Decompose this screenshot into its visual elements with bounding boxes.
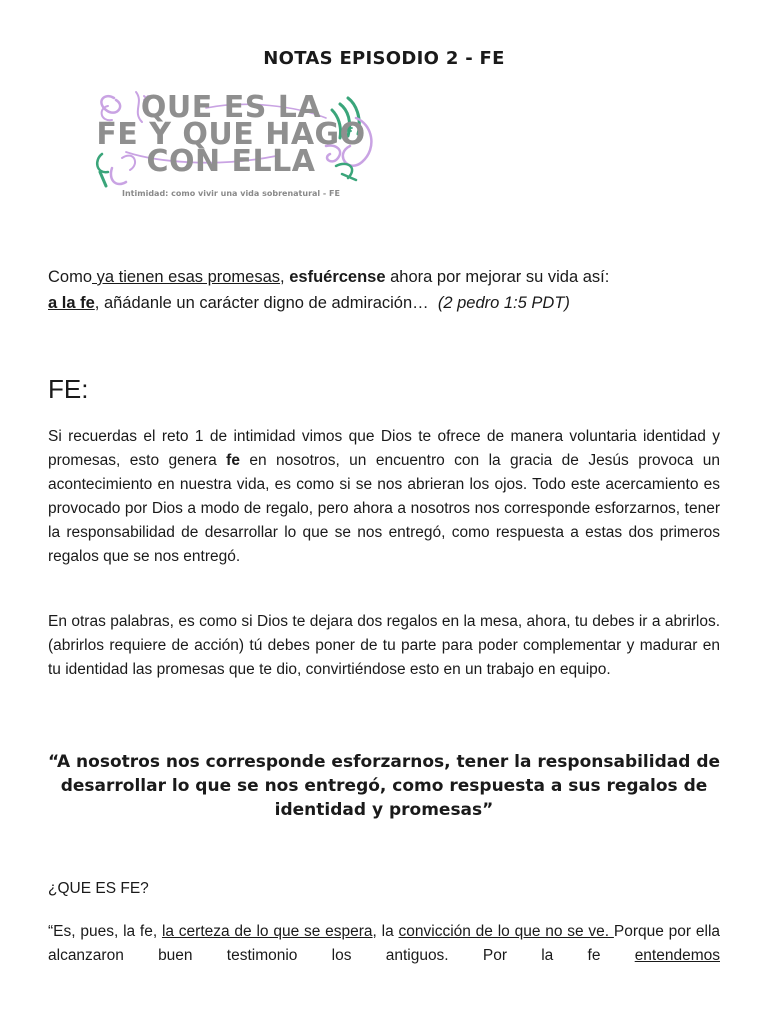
- section-heading-fe: FE:: [48, 374, 89, 404]
- paragraph-3: [48, 920, 720, 968]
- paragraph-text: Si recuerdas el reto 1 de intimidad vimos que Dios te ofrece de manera voluntaria identidad y promesas, esto genera: [48, 428, 720, 469]
- document-title: NOTAS EPISODIO 2 - FE: [263, 48, 505, 69]
- paragraph-bold-text: fe: [226, 452, 240, 469]
- bible-verse: [48, 264, 728, 316]
- verse-text: ahora por mejorar su vida así:: [385, 268, 610, 286]
- verse-bold-text: esfuércense: [289, 268, 386, 286]
- verse-reference: (2 pedro 1:5 PDT): [437, 294, 570, 312]
- verse-text: , añádanle un carácter digno de admiración…: [94, 294, 429, 312]
- logo-line: CON ELLA: [146, 144, 316, 179]
- verse-bold-underlined-text: a la fe: [48, 294, 95, 312]
- logo-line: FE Y QUE HAGO: [96, 117, 366, 152]
- paragraph-text: en nosotros, un encuentro con la gracia de Jesús provoca un acontecimiento en nuestra vida, es como si se nos abrieran los ojos. Todo este acercamiento es provocado por Dios a modo de regalo, pero ahora a nosotros nos corresponde esforzarnos, tener la responsabilidad de desarrollar lo que se nos entregó, como respuesta a estas dos primeros regalos que se nos entregó.: [48, 452, 721, 565]
- logo-subtitle: Intimidad: como vivir una vida sobrenatural - FE: [122, 189, 340, 198]
- paragraph-text: “Es, pues, la fe,: [48, 923, 162, 940]
- paragraph-underlined-text: entendemos: [634, 947, 720, 964]
- paragraph-underlined-text: la certeza de lo que se espera: [161, 923, 373, 940]
- highlight-quote: “A nosotros nos corresponde esforzarnos, tener la responsabilidad de desarrollar lo que se nos entregó, como respuesta a sus regalos de identidad y promesas”: [48, 752, 721, 820]
- episode-logo: [86, 88, 376, 204]
- logo-heading: [86, 90, 376, 179]
- verse-underlined-text: ya tienen esas promesas: [92, 268, 281, 286]
- paragraph-1: [48, 425, 720, 569]
- verse-text: ,: [280, 268, 290, 286]
- paragraph-text: , la: [372, 923, 399, 940]
- logo-line: QUE ES LA: [140, 90, 322, 125]
- question-heading: ¿QUE ES FE?: [48, 880, 149, 897]
- paragraph-underlined-text: convicción de lo que no se ve.: [398, 923, 614, 940]
- verse-text: Como: [48, 268, 93, 286]
- paragraph-text: Porque por ella alcanzaron buen testimonio los antiguos. Por la fe: [48, 923, 721, 964]
- paragraph-2: En otras palabras, es como si Dios te dejara dos regalos en la mesa, ahora, tu debes ir a abrirlos. (abrirlos requiere de acción) tú debes poner de tu parte para poder complementar y madurar en tu identidad las promesas que te dio, convirtiéndose esto en un trabajo en equipo.: [48, 613, 720, 678]
